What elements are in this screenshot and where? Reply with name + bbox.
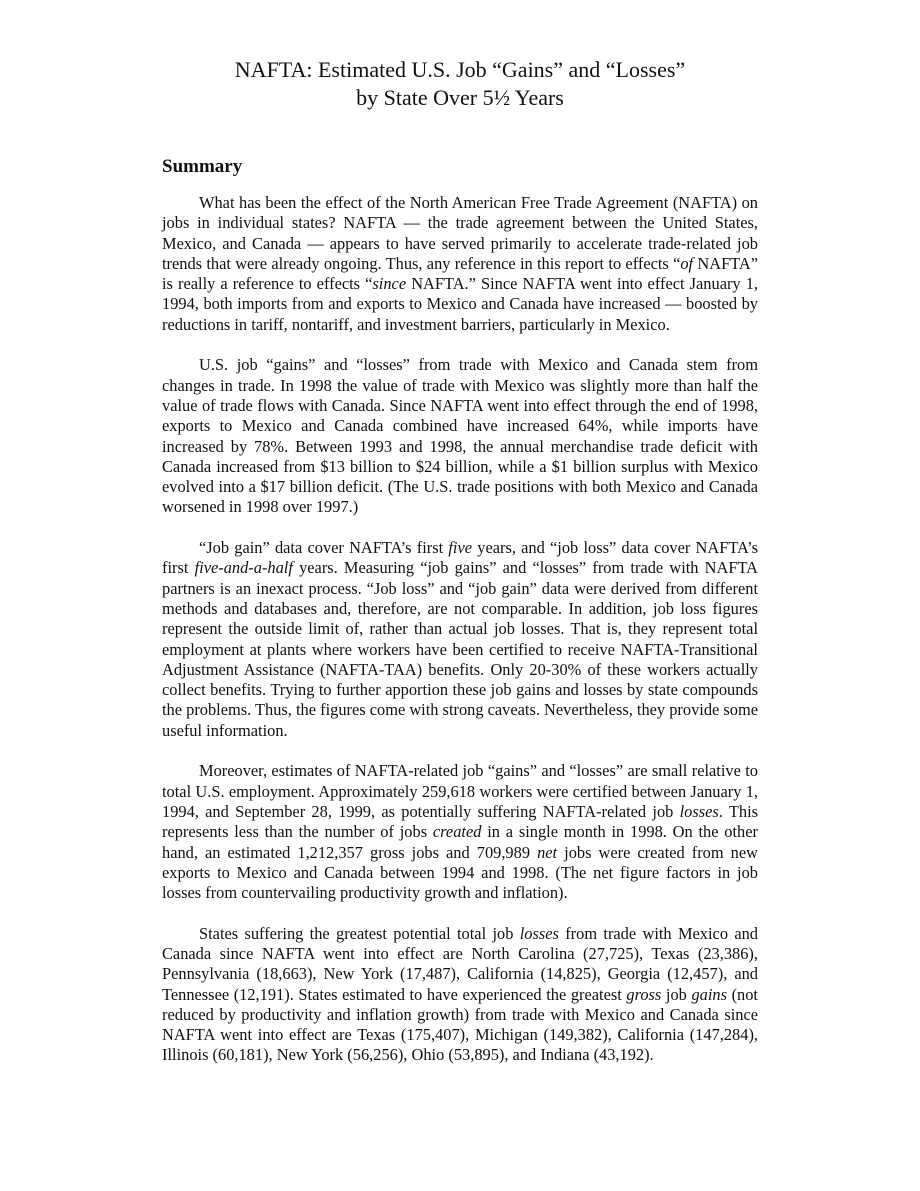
document-title [162,56,758,112]
italic-emphasis: five-and-a-half [194,558,293,578]
italic-emphasis: gross [626,984,662,1004]
italic-emphasis: created [432,822,482,842]
summary-paragraph-5: States suffering the greatest potential total job losses from trade with Mexico and Canada since NAFTA went into effect are North Carolina (27,725), Texas (23,386), Pennsylvania (18,663), New York (17,487), California (14,825), Georgia (12,457), and Tennessee (12,191). States estimated to have experienced the greatest gross job gains (not reduced by productivity and inflation growth) from trade with Mexico and Canada since NAFTA went into effect are Texas (175,407), Michigan (149,382), California (147,284), Illinois (60,181), New York (56,256), Ohio (53,895), and Indiana (43,192). [162,923,759,1065]
summary-heading: Summary [162,156,243,177]
italic-emphasis: losses [679,801,719,821]
italic-emphasis: net [537,842,558,862]
italic-emphasis: of [680,253,694,273]
italic-emphasis: five [448,538,473,558]
summary-paragraph-2: U.S. job “gains” and “losses” from trade with Mexico and Canada stem from changes in trade. In 1998 the value of trade with Mexico was slightly more than half the value of trade flows with Canada. Since NAFTA went into effect through the end of 1998, exports to Mexico and Canada combined have increased 64%, while imports have increased by 78%. Between 1993 and 1998, the annual merchandise trade deficit with Canada increased from $13 billion to $24 billion, while a $1 billion surplus with Mexico evolved into a $17 billion deficit. (The U.S. trade positions with both Mexico and Canada worsened in 1998 over 1997.) [162,355,758,517]
summary-paragraph-1: What has been the effect of the North American Free Trade Agreement (NAFTA) on jobs in individual states? NAFTA — the trade agreement between the United States, Mexico, and Canada — appears to have served primarily to accelerate trade-related job trends that were already ongoing. Thus, any reference in this report to effects “of NAFTA” is really a reference to effects “since NAFTA.” Since NAFTA went into effect January 1, 1994, both imports from and exports to Mexico and Canada have increased — boosted by reductions in tariff, nontariff, and investment barriers, particularly in Mexico. [162,193,759,334]
title-line-1: NAFTA: Estimated U.S. Job “Gains” and “Losses” [234,57,686,82]
italic-emphasis: gains [691,984,727,1004]
summary-paragraph-3: “Job gain” data cover NAFTA’s first five years, and “job loss” data cover NAFTA’s first five-and-a-half years. Measuring “job gains” and “losses” from trade with NAFTA partners is an inexact process. “Job loss” and “job gain” data were derived from different methods and databases and, therefore, are not comparable. In addition, job loss figures represent the outside limit of, rather than actual job losses. That is, they represent total employment at plants where workers have been certified to receive NAFTA-Transitional Adjustment Assistance (NAFTA-TAA) benefits. Only 20-30% of these workers actually collect benefits. Trying to further apportion these job gains and losses by state compounds the problems. Thus, the figures come with strong caveats. Nevertheless, they provide some useful information. [162,538,758,740]
title-line-2: by State Over 5½ Years [356,85,564,110]
document-page [162,56,758,1086]
italic-emphasis: losses [519,923,559,943]
summary-paragraph-4: Moreover, estimates of NAFTA-related job “gains” and “losses” are small relative to total U.S. employment. Approximately 259,618 workers were certified between January 1, 1994, and September 28, 1999, as potentially suffering NAFTA-related job losses. This represents less than the number of jobs created in a single month in 1998. On the other hand, an estimated 1,212,357 gross jobs and 709,989 net jobs were created from new exports to Mexico and Canada between 1994 and 1998. (The net figure factors in job losses from countervailing productivity growth and inflation). [162,761,759,903]
italic-emphasis: since [372,274,407,294]
